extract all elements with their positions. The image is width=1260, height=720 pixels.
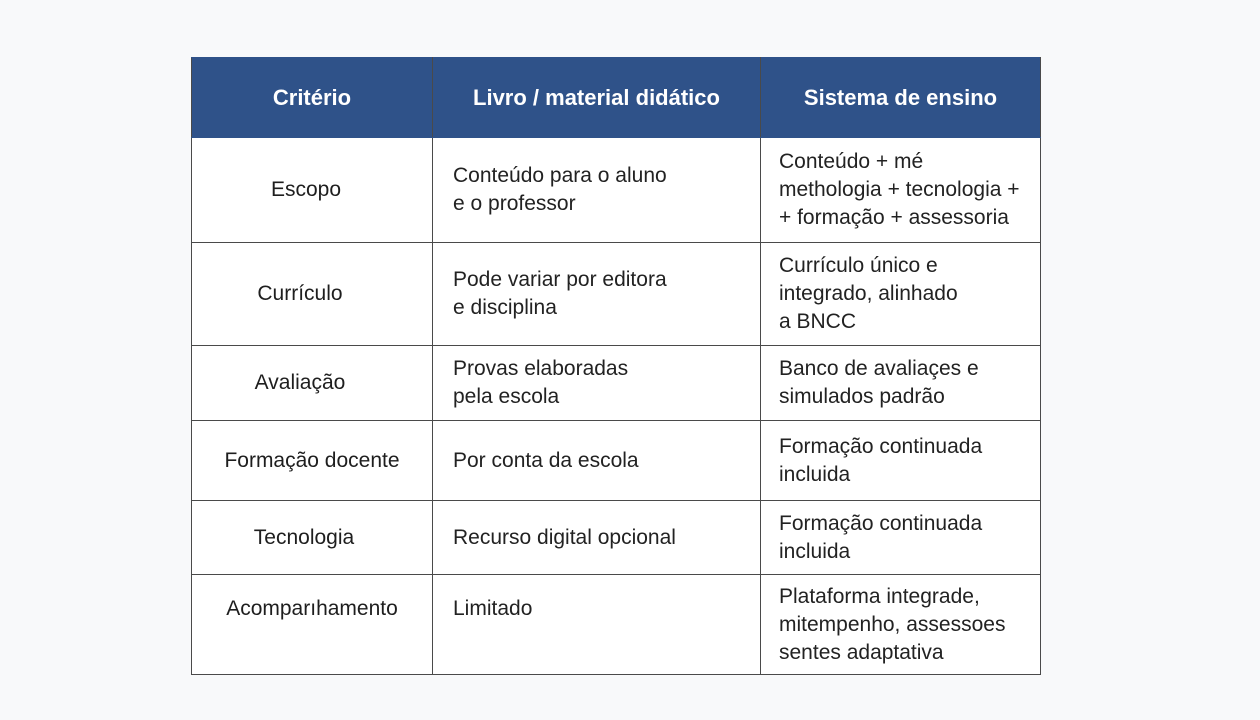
sistema-text: Banco de avaliaçes e simulados padrão <box>779 357 979 408</box>
cell-sistema <box>761 575 1041 675</box>
table-row-avaliacao <box>192 346 1041 421</box>
cell-livro <box>433 346 761 421</box>
livro-text: Por conta da escola <box>453 448 639 472</box>
cell-criterio <box>192 421 433 501</box>
cell-criterio <box>192 346 433 421</box>
livro-text: Recurso digital opcional <box>453 525 676 549</box>
sistema-text: Currículo único e integrado, alinhado a BNCC <box>779 254 958 333</box>
table-row-curriculo <box>192 243 1041 346</box>
criterio-label: Tecnologia <box>253 525 355 549</box>
criterio-label: Acomparıhamento <box>226 597 398 620</box>
cell-criterio <box>192 243 433 346</box>
livro-text: Pode variar por editora e disciplina <box>453 268 667 319</box>
cell-livro <box>433 138 761 243</box>
cell-sistema <box>761 501 1041 575</box>
cell-livro <box>433 243 761 346</box>
header-livro: Livro / material didático <box>433 58 761 138</box>
sistema-text: Conteúdo + mé methologia + tecnologia + + formação + assessoria <box>779 150 1020 229</box>
cell-livro <box>433 421 761 501</box>
sistema-text: Formação continuada incluida <box>779 511 983 563</box>
table-row-formacao-docente <box>192 421 1041 501</box>
table-row-escopo <box>192 138 1041 243</box>
sistema-text: Plataforma integrade, mitempenho, assessoes sentes adaptativa <box>779 584 1006 664</box>
livro-text: Provas elaboradas pela escola <box>453 357 629 408</box>
header-sistema: Sistema de ensino <box>761 58 1041 138</box>
criterio-label: Escopo <box>270 178 342 201</box>
sistema-text: Formação continuada incluida <box>779 434 983 486</box>
table-row-tecnologia <box>192 501 1041 575</box>
cell-sistema <box>761 421 1041 501</box>
cell-criterio <box>192 501 433 575</box>
comparison-table <box>191 57 1041 675</box>
cell-sistema <box>761 243 1041 346</box>
table-header-row <box>192 58 1041 138</box>
criterio-label: Avaliação <box>254 371 346 394</box>
cell-livro <box>433 501 761 575</box>
criterio-label: Formação docente <box>224 448 400 472</box>
cell-criterio <box>192 138 433 243</box>
cell-criterio <box>192 575 433 675</box>
table-row-acompanhamento <box>192 575 1041 675</box>
cell-sistema <box>761 346 1041 421</box>
cell-sistema <box>761 138 1041 243</box>
criterio-label: Currículo <box>257 282 343 305</box>
livro-text: Limitado <box>453 597 533 620</box>
cell-livro <box>433 575 761 675</box>
livro-text: Conteúdo para o aluno e o professor <box>453 164 667 215</box>
header-criterio: Critério <box>192 58 433 138</box>
